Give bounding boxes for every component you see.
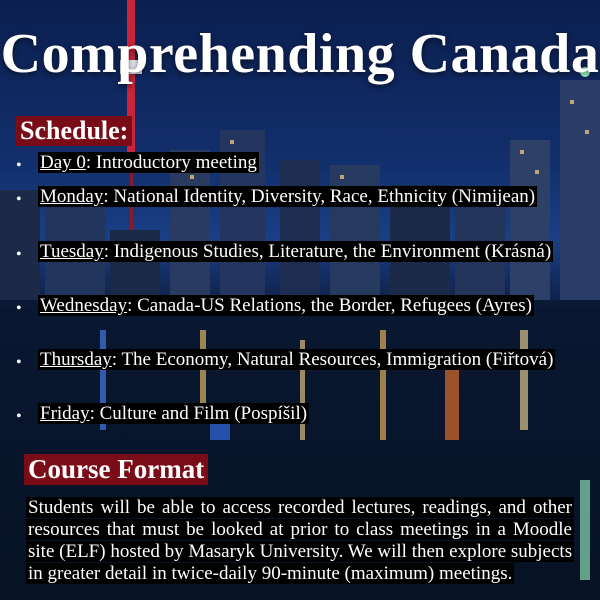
page-title: Comprehending Canada [0, 23, 600, 85]
bullet-icon: • [16, 408, 22, 425]
day-label: Tuesday [40, 241, 104, 262]
day-description: : Canada-US Relations, the Border, Refugees (Ayres) [127, 295, 532, 316]
day-description: : Culture and Film (Pospíšil) [89, 403, 308, 424]
day-label: Monday [40, 186, 104, 207]
bullet-icon: • [16, 354, 22, 371]
day-label: Day 0 [40, 152, 86, 173]
bullet-icon: • [16, 157, 22, 174]
day-label: Friday [40, 403, 90, 424]
course-format-heading: Course Format [24, 454, 208, 485]
bullet-icon: • [16, 300, 22, 317]
course-format-body [26, 497, 574, 585]
course-format-text: Students will be able to access recorded lectures, readings, and other resources that must be looked at prior to class meetings in a Moodle site (ELF) hosted by Masaryk University. We will then explore subjects in greater detail in twice-daily 90-minute (maximum) meetings. [28, 497, 573, 584]
bullet-icon: • [16, 191, 22, 208]
day-description: : National Identity, Diversity, Race, Ethnicity (Nimijean) [103, 186, 536, 207]
bullet-icon: • [16, 246, 22, 263]
day-description: : The Economy, Natural Resources, Immigration (Fiřtová) [111, 349, 554, 370]
day-description: : Introductory meeting [85, 152, 257, 173]
day-description: : Indigenous Studies, Literature, the Environment (Krásná) [103, 241, 552, 262]
day-label: Thursday [40, 349, 112, 370]
schedule-heading: Schedule: [16, 116, 132, 146]
day-label: Wednesday [40, 295, 128, 316]
